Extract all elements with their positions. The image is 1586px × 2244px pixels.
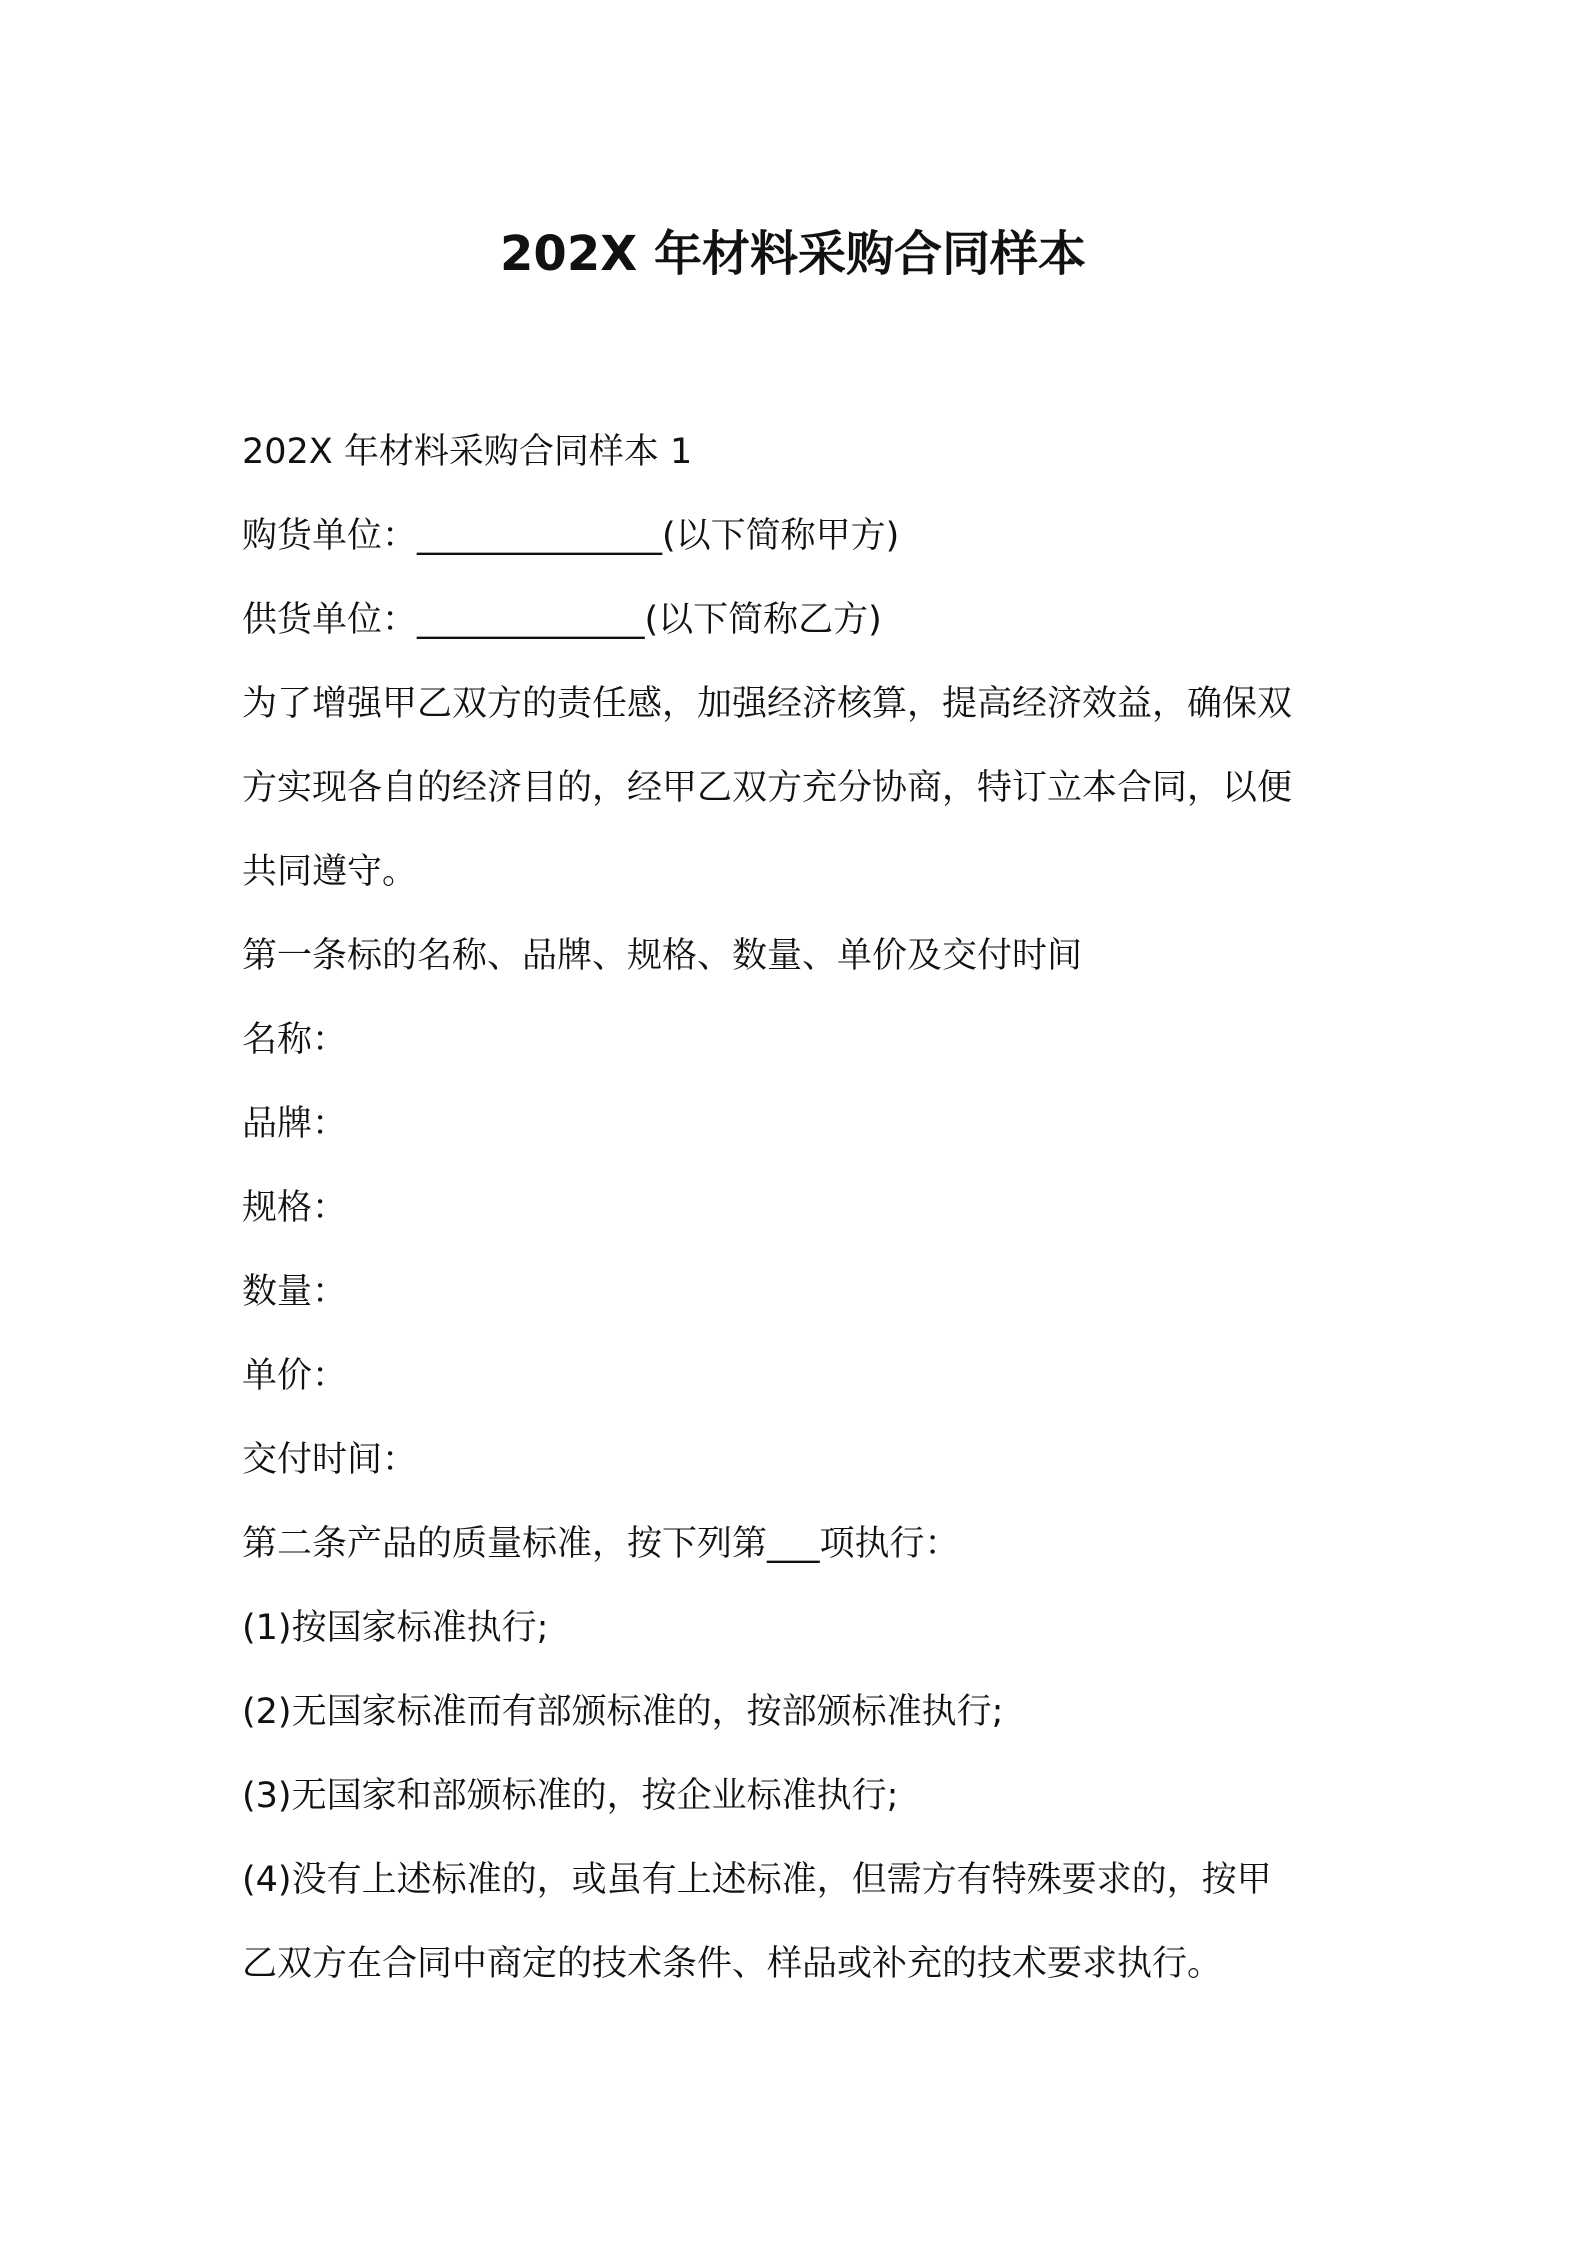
field-spec: 规格：: [242, 1188, 348, 1228]
quality-item-1: (1)按国家标准执行;: [242, 1608, 549, 1648]
article-2-heading: 第二条产品的质量标准，按下列第___项执行：: [242, 1524, 960, 1564]
document-body: [242, 410, 1362, 2006]
field-delivery-time: 交付时间：: [242, 1440, 418, 1480]
field-unit-price: 单价：: [242, 1356, 348, 1396]
field-brand: 品牌：: [242, 1104, 348, 1144]
field-name: 名称：: [242, 1020, 348, 1060]
section-title: 202X 年材料采购合同样本 1: [242, 432, 693, 472]
quality-item-3: (3)无国家和部颁标准的，按企业标准执行;: [242, 1776, 899, 1816]
quality-item-4-line-1: (4)没有上述标准的，或虽有上述标准，但需方有特殊要求的，按甲: [242, 1860, 1272, 1900]
document-title: 202X 年材料采购合同样本: [500, 226, 1086, 282]
quality-item-4-line-2: 乙双方在合同中商定的技术条件、样品或补充的技术要求执行。: [242, 1944, 1223, 1984]
intro-line-1: 为了增强甲乙双方的责任感，加强经济核算，提高经济效益，确保双: [242, 684, 1293, 724]
intro-line-3: 共同遵守。: [242, 852, 418, 892]
quality-item-2: (2)无国家标准而有部颁标准的，按部颁标准执行;: [242, 1692, 1004, 1732]
article-1-heading: 第一条标的名称、品牌、规格、数量、单价及交付时间: [242, 936, 1083, 976]
field-quantity: 数量：: [242, 1272, 348, 1312]
buyer-line: 购货单位：______________(以下简称甲方): [242, 516, 900, 556]
supplier-line: 供货单位：_____________(以下简称乙方): [242, 600, 882, 640]
intro-line-2: 方实现各自的经济目的，经甲乙双方充分协商，特订立本合同，以便: [242, 768, 1293, 808]
